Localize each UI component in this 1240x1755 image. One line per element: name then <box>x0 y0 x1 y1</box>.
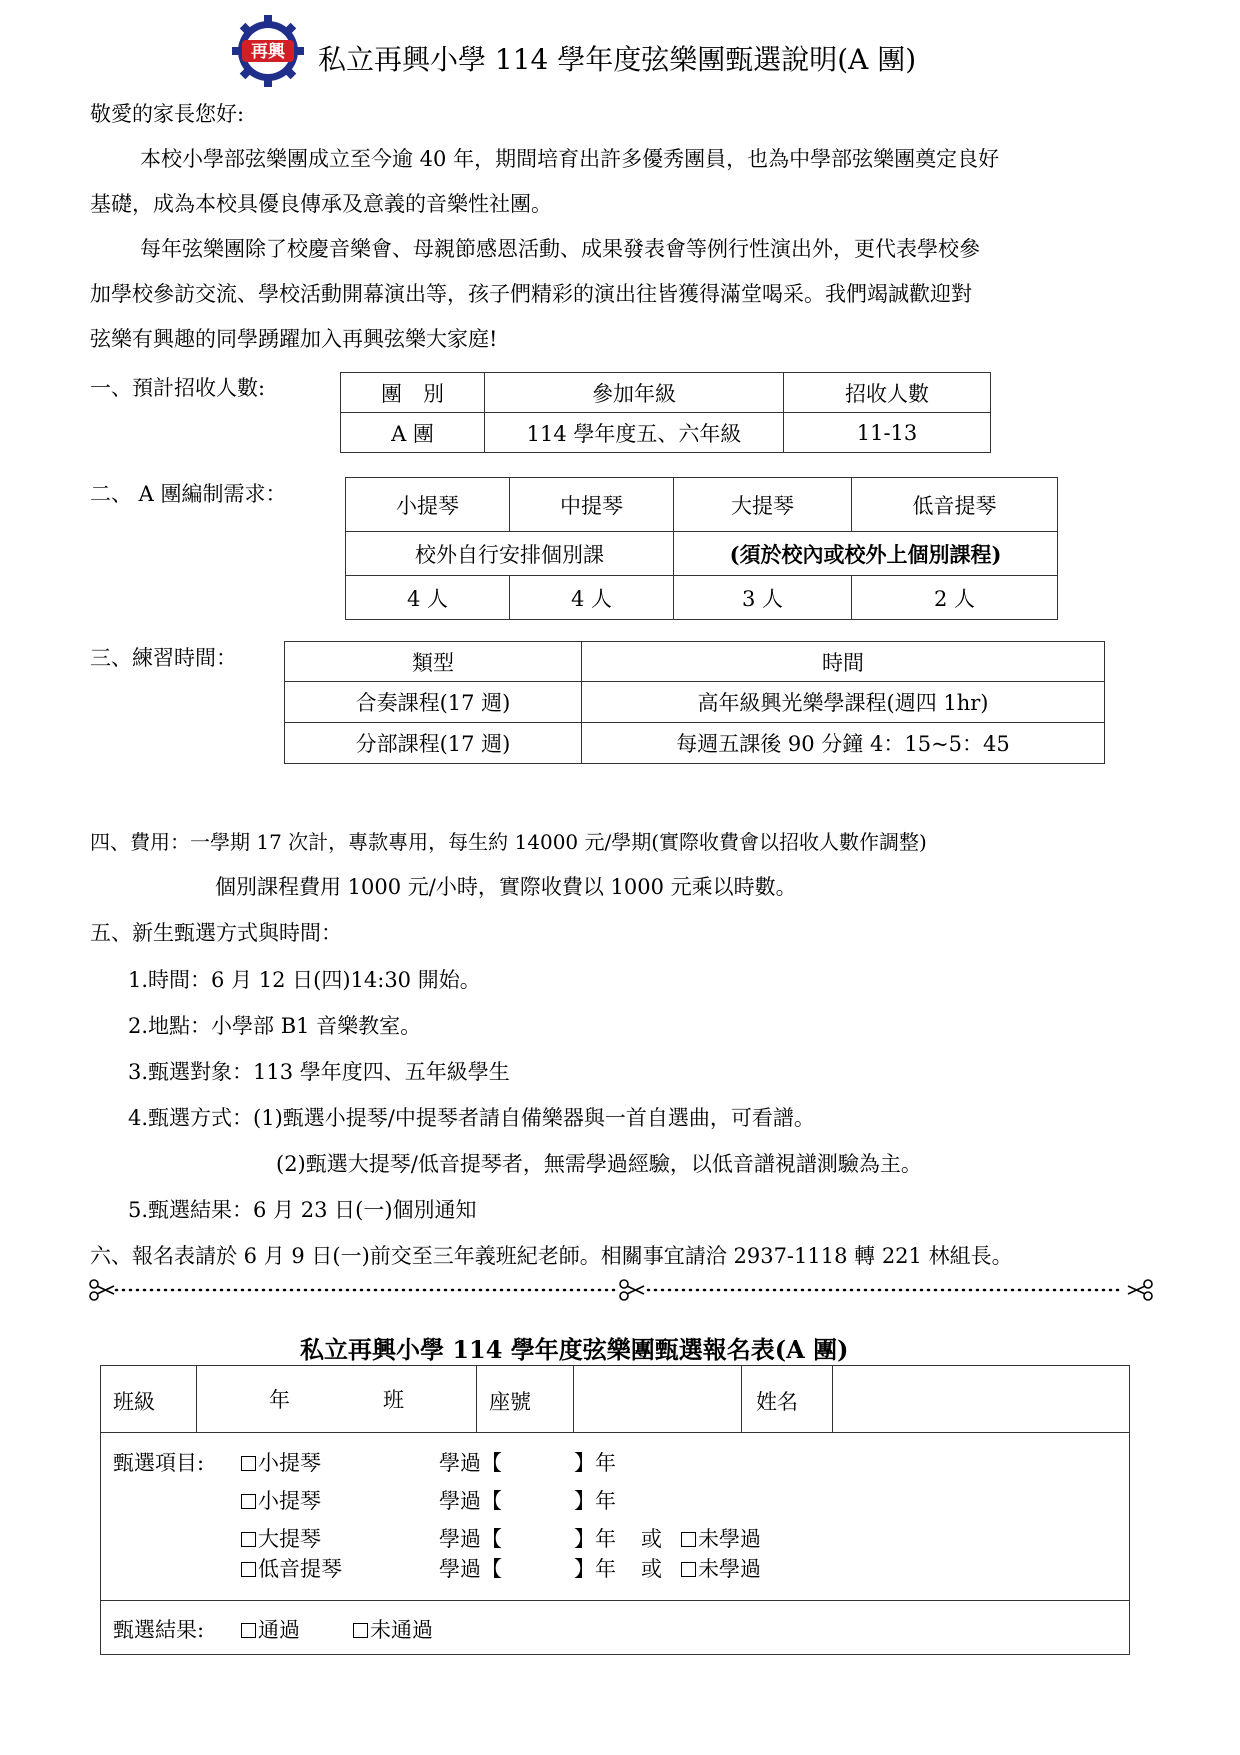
name-field[interactable] <box>833 1366 1129 1432</box>
item-or: 或 <box>641 1557 662 1581</box>
form-title: 私立再興小學 114 學年度弦樂團甄選報名表(A 團) <box>300 1335 849 1364</box>
registration-form <box>100 1365 1130 1655</box>
item-never: 未學過 <box>681 1553 761 1583</box>
seat-label: 座號 <box>489 1390 531 1414</box>
items-label: 甄選項目: <box>113 1451 205 1475</box>
instrument-bass: 低音提琴 <box>852 478 1058 532</box>
audition-method-1: 4.甄選方式：(1)甄選小提琴/中提琴者請自備樂器與一首自選曲，可看譜。 <box>128 1106 815 1130</box>
checkbox[interactable] <box>353 1623 368 1638</box>
audition-place: 2.地點：小學部 B1 音樂教室。 <box>128 1014 422 1038</box>
count-violin: 4 人 <box>346 576 510 620</box>
note-upper: 校外自行安排個別課 <box>346 532 674 576</box>
audition-target: 3.甄選對象：113 學年度四、五年級學生 <box>128 1060 510 1084</box>
item-row-violin: 小提琴 <box>241 1447 321 1477</box>
practice-table <box>284 641 1105 764</box>
item-or: 或 <box>641 1527 662 1551</box>
intro-p2-line2: 加學校參訪交流、學校活動開幕演出等，孩子們精彩的演出往皆獲得滿堂喝采。我們竭誠歡迎對 <box>90 282 972 306</box>
item-close: 】年 <box>574 1527 616 1551</box>
recruit-cell-count: 11-13 <box>784 413 991 453</box>
scissors-icon <box>1128 1280 1152 1300</box>
practice-row2-type: 分部課程(17 週) <box>285 723 582 764</box>
section3-label: 三、練習時間： <box>90 646 237 670</box>
seat-field[interactable] <box>574 1366 741 1432</box>
practice-row1-type: 合奏課程(17 週) <box>285 682 582 723</box>
checkbox[interactable] <box>241 1494 256 1509</box>
item-learned: 學過【 <box>439 1451 502 1475</box>
checkbox[interactable] <box>241 1456 256 1471</box>
instrument-cello: 大提琴 <box>674 478 852 532</box>
intro-p2-line1: 每年弦樂團除了校慶音樂會、母親節感恩活動、成果發表會等例行性演出外，更代表學校參 <box>140 237 980 261</box>
note-lower: (須於校內或校外上個別課程) <box>674 532 1058 576</box>
checkbox[interactable] <box>241 1532 256 1547</box>
class-label: 班級 <box>113 1390 155 1414</box>
recruit-header-grade: 參加年級 <box>485 373 784 413</box>
practice-row2-time: 每週五課後 90 分鐘 4：15~5：45 <box>582 723 1105 764</box>
recruit-header-count: 招收人數 <box>784 373 991 413</box>
intro-p2-line3: 弦樂有興趣的同學踴躍加入再興弦樂大家庭! <box>90 327 498 351</box>
item-row-bass: 低音提琴 <box>241 1553 342 1583</box>
name-label: 姓名 <box>756 1390 798 1414</box>
audition-method-2: (2)甄選大提琴/低音提琴者，無需學過經驗，以低音譜視譜測驗為主。 <box>276 1152 922 1176</box>
fee-line1: 四、費用：一學期 17 次計，專款專用，每生約 14000 元/學期(實際收費會以招收人數作調整) <box>90 830 927 854</box>
item-learned: 學過【 <box>439 1557 502 1581</box>
scissors-icon <box>620 1280 644 1300</box>
logo-text: 再興 <box>251 42 285 62</box>
practice-header-type: 類型 <box>285 642 582 682</box>
greeting: 敬愛的家長您好: <box>90 102 245 126</box>
count-bass: 2 人 <box>852 576 1058 620</box>
class-unit-label: 班 <box>383 1388 404 1412</box>
class-field[interactable] <box>197 1366 476 1432</box>
item-close: 】年 <box>574 1557 616 1581</box>
instrument-viola: 中提琴 <box>510 478 674 532</box>
result-label: 甄選結果: <box>113 1618 205 1642</box>
recruit-table <box>340 372 991 453</box>
count-viola: 4 人 <box>510 576 674 620</box>
result-pass: 通過 <box>241 1614 300 1644</box>
item-learned: 學過【 <box>439 1527 502 1551</box>
recruit-cell-group: A 團 <box>341 413 485 453</box>
count-cello: 3 人 <box>674 576 852 620</box>
checkbox[interactable] <box>681 1562 696 1577</box>
orchestra-table <box>345 477 1058 620</box>
section1-label: 一、預計招收人數: <box>90 376 266 400</box>
recruit-header-group: 團 別 <box>341 373 485 413</box>
audition-time: 1.時間：6 月 12 日(四)14:30 開始。 <box>128 968 481 992</box>
item-close: 】年 <box>574 1451 616 1475</box>
school-logo <box>230 13 306 89</box>
result-fail: 未通過 <box>353 1614 433 1644</box>
item-row-cello: 大提琴 <box>241 1523 321 1553</box>
checkbox[interactable] <box>241 1562 256 1577</box>
registration-note: 六、報名表請於 6 月 9 日(一)前交至三年義班紀老師。相關事宜請洽 2937-1118 轉 221 林組長。 <box>90 1244 1013 1268</box>
instrument-violin: 小提琴 <box>346 478 510 532</box>
recruit-cell-grade: 114 學年度五、六年級 <box>485 413 784 453</box>
year-label: 年 <box>269 1388 290 1412</box>
scissors-icon <box>90 1280 114 1300</box>
section2-label: 二、 A 團編制需求： <box>90 482 287 506</box>
item-learned: 學過【 <box>439 1489 502 1513</box>
item-row-violin-2: 小提琴 <box>241 1485 321 1515</box>
page-title: 私立再興小學 114 學年度弦樂團甄選說明(A 團) <box>318 43 917 76</box>
intro-p1-line1: 本校小學部弦樂團成立至今逾 40 年，期間培育出許多優秀團員，也為中學部弦樂團奠定良好 <box>140 147 1000 171</box>
item-never: 未學過 <box>681 1523 761 1553</box>
cut-line <box>88 1276 1154 1304</box>
section5-label: 五、新生甄選方式與時間： <box>90 921 342 945</box>
practice-row1-time: 高年級興光樂學課程(週四 1hr) <box>582 682 1105 723</box>
intro-p1-line2: 基礎，成為本校具優良傳承及意義的音樂性社團。 <box>90 192 552 216</box>
checkbox[interactable] <box>241 1623 256 1638</box>
audition-result: 5.甄選結果：6 月 23 日(一)個別通知 <box>128 1198 477 1222</box>
practice-header-time: 時間 <box>582 642 1105 682</box>
item-close: 】年 <box>574 1489 616 1513</box>
fee-line2: 個別課程費用 1000 元/小時，實際收費以 1000 元乘以時數。 <box>215 875 797 899</box>
checkbox[interactable] <box>681 1532 696 1547</box>
